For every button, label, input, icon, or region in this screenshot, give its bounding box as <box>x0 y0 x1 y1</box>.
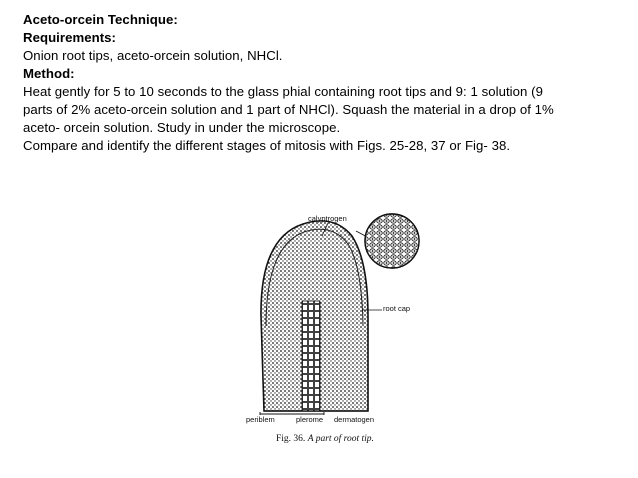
figure-caption <box>276 434 374 444</box>
label-calyptrogen: calyptrogen <box>308 214 347 223</box>
caption-text: A part of root tip. <box>307 434 374 444</box>
label-dermatogen: dermatogen <box>334 415 375 424</box>
root-tip-drawing <box>236 206 421 436</box>
slide-heading: Aceto-orcein Technique: <box>23 12 178 27</box>
label-plerome: plerome <box>296 415 324 424</box>
requirements-label: Requirements: <box>23 30 116 45</box>
root-tip-figure <box>236 206 421 456</box>
caption-number: Fig. 36. <box>276 434 306 444</box>
plerome-column <box>302 301 320 411</box>
method-line-1: Heat gently for 5 to 10 seconds to the glass phial containing root tips and 9: 1 solution (9 <box>23 84 543 99</box>
method-label: Method: <box>23 66 75 81</box>
method-line-2: parts of 2% aceto-orcein solution and 1 part of NHCl). Squash the material in a drop of 1% <box>23 102 554 117</box>
label-root-cap: root cap <box>383 304 411 313</box>
method-line-4: Compare and identify the different stages of mitosis with Figs. 25-28, 37 or Fig- 38. <box>23 138 511 153</box>
requirements-text: Onion root tips, aceto-orcein solution, NHCl. <box>23 48 283 63</box>
label-periblem: periblem <box>246 415 275 424</box>
slide-text <box>23 11 623 155</box>
method-line-3: aceto- orcein solution. Study in under the microscope. <box>23 120 341 135</box>
